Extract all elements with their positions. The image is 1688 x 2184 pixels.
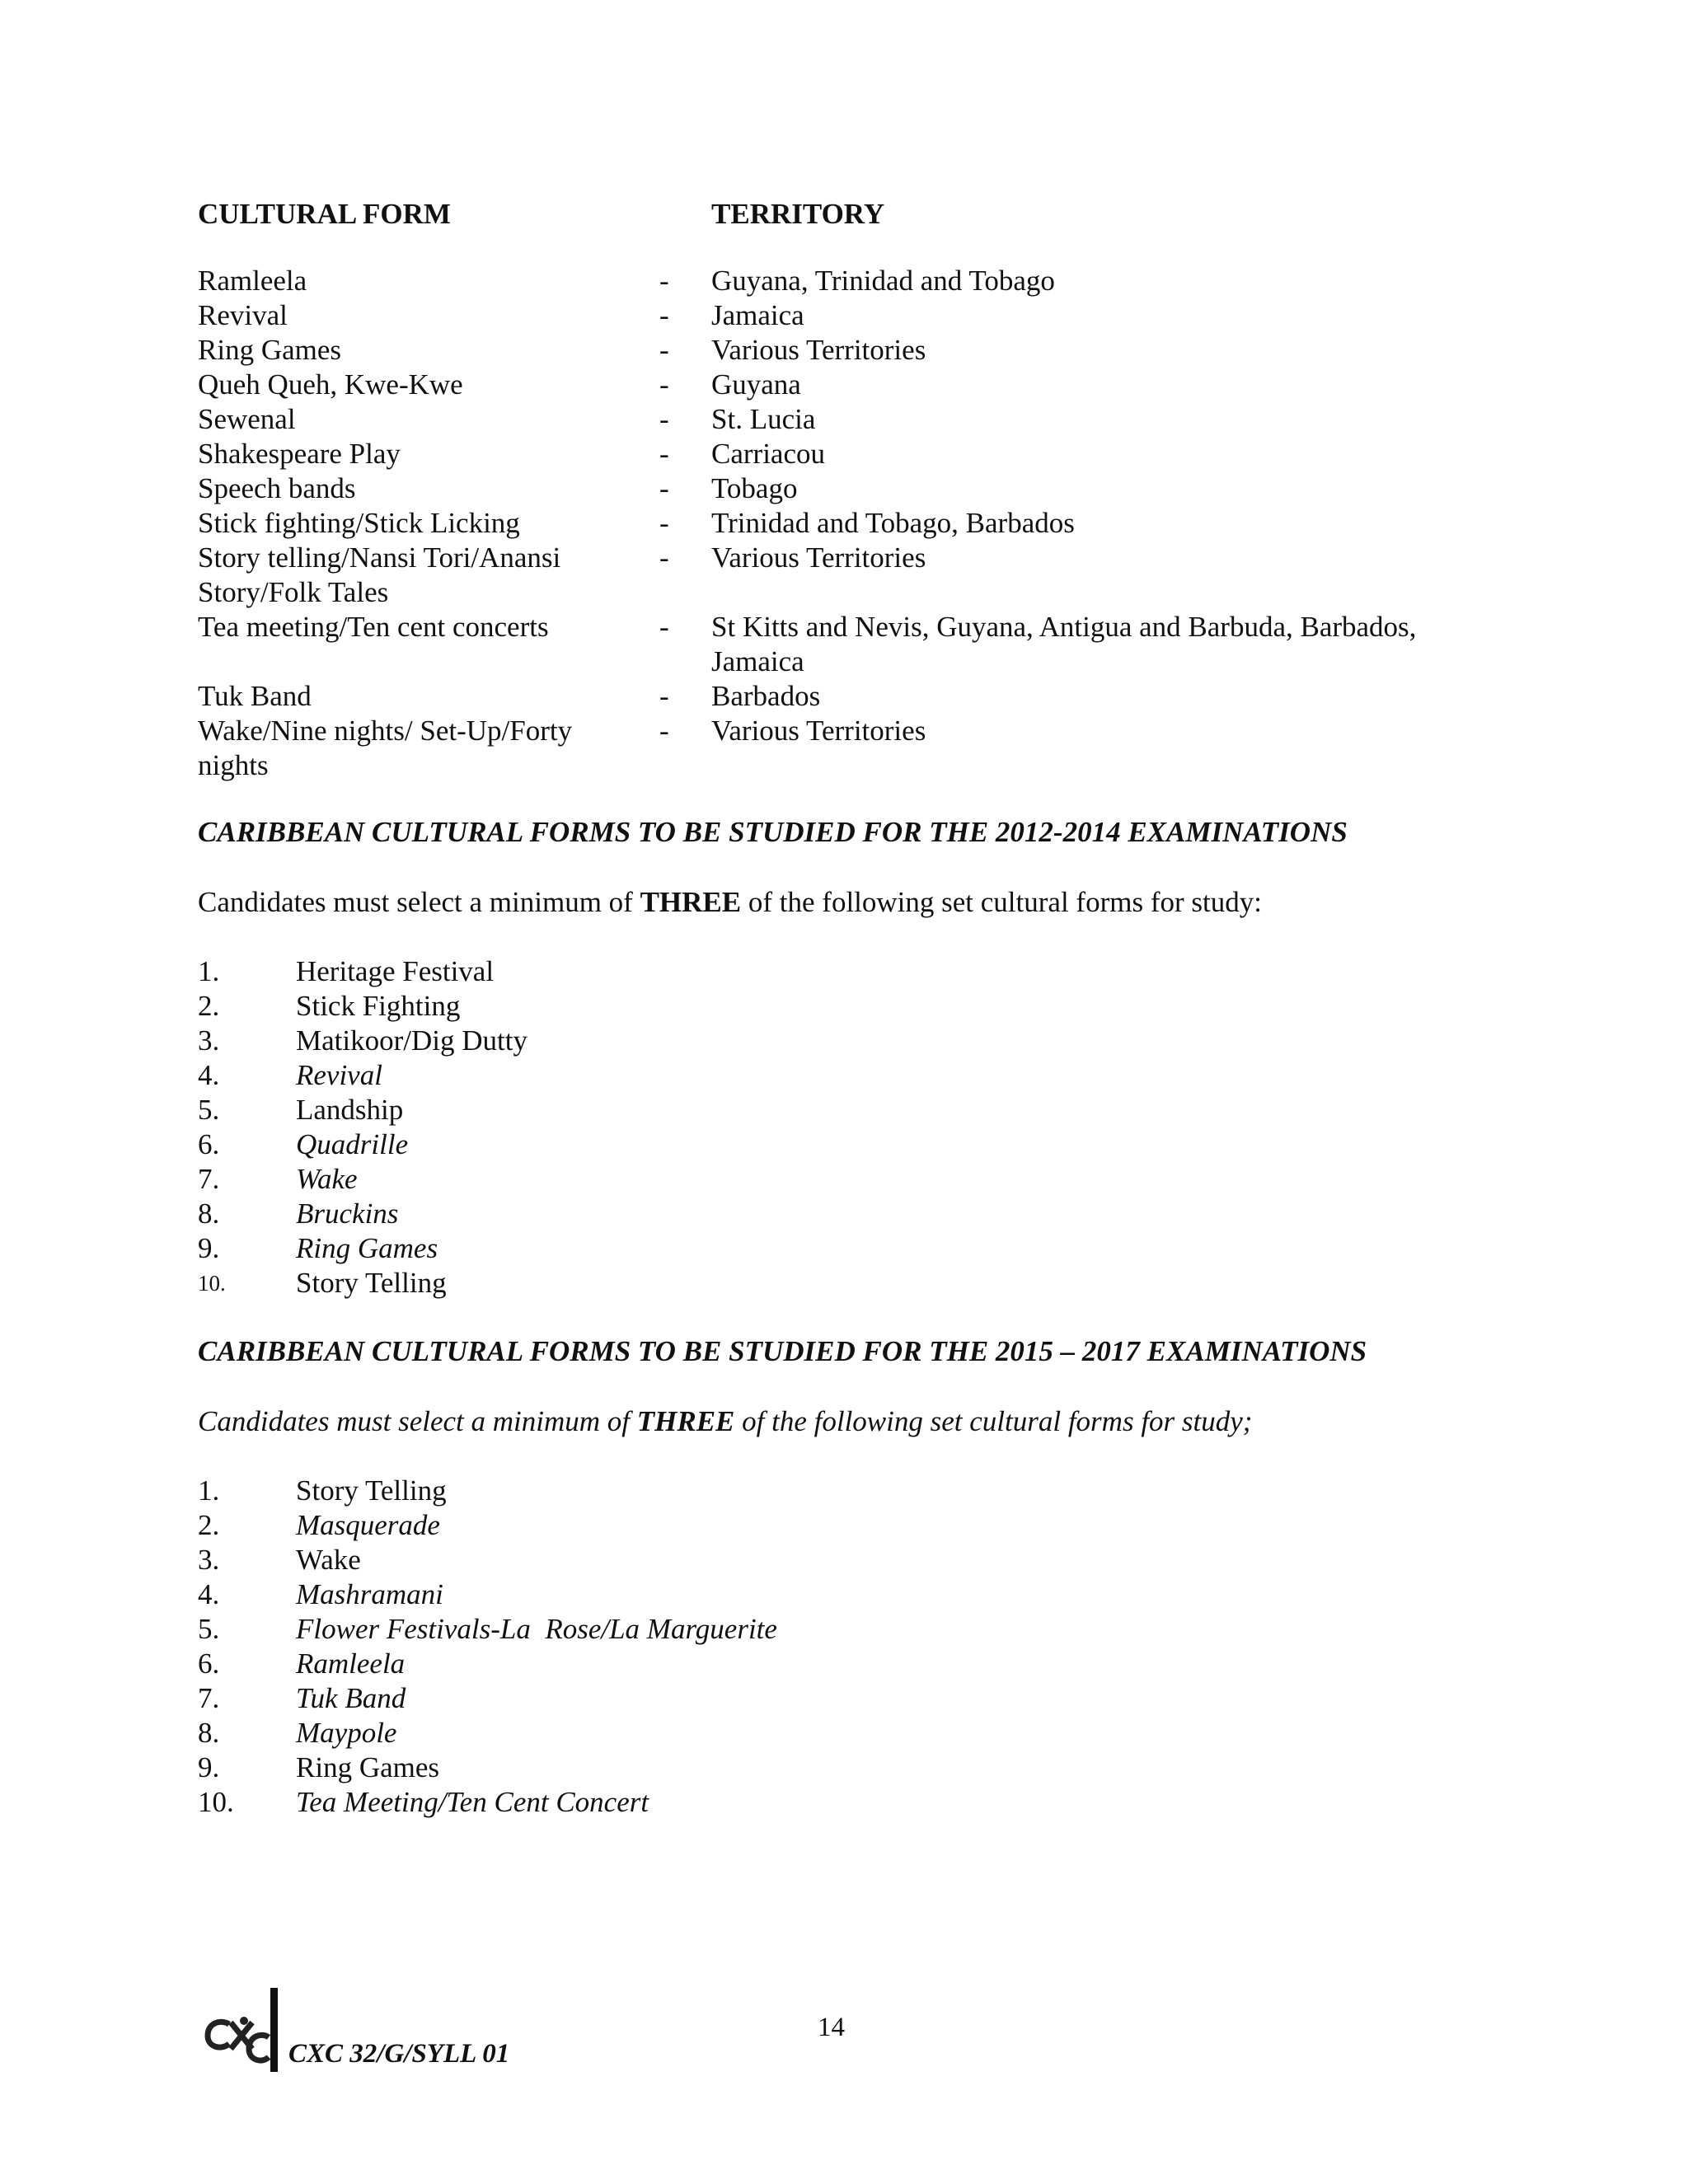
list-number: 7. bbox=[198, 1163, 220, 1195]
list-label: Story Telling bbox=[296, 1474, 447, 1507]
dash-cell: - bbox=[659, 472, 669, 504]
list-number: 7. bbox=[198, 1682, 220, 1714]
cultural-forms-table bbox=[198, 264, 1484, 783]
cultural-form-cell: Revival bbox=[198, 299, 288, 331]
cultural-form-cell: Shakespeare Play bbox=[198, 438, 401, 470]
cultural-form-cell: Speech bands bbox=[198, 472, 356, 504]
list-label: Ring Games bbox=[296, 1751, 440, 1783]
table-row bbox=[198, 402, 1484, 437]
intro-text: of the following set cultural forms for study; bbox=[734, 1405, 1253, 1437]
territory-cell: Various Territories bbox=[711, 334, 926, 366]
section-intro-2015-2017 bbox=[198, 1404, 1252, 1439]
list-label: Ramleela bbox=[296, 1647, 406, 1680]
cultural-form-cell: Ring Games bbox=[198, 334, 342, 366]
table-row bbox=[198, 471, 1484, 506]
territory-cell: Jamaica bbox=[711, 299, 804, 331]
list-number: 5. bbox=[198, 1613, 220, 1645]
list-number: 2. bbox=[198, 1509, 220, 1541]
dash-cell: - bbox=[659, 611, 669, 643]
territory-cell: St. Lucia bbox=[711, 403, 816, 435]
list-label: Tea Meeting/Ten Cent Concert bbox=[296, 1786, 649, 1818]
dash-cell: - bbox=[659, 368, 669, 401]
list-number: 4. bbox=[198, 1578, 220, 1610]
dash-cell: - bbox=[659, 715, 669, 747]
table-row bbox=[198, 714, 1484, 783]
section-heading-2015-2017: CARIBBEAN CULTURAL FORMS TO BE STUDIED FOR THE 2015 – 2017 EXAMINATIONS bbox=[198, 1335, 1367, 1367]
page-number: 14 bbox=[818, 2013, 845, 2042]
list-label: Revival bbox=[296, 1059, 382, 1091]
territory-cell: Barbados bbox=[711, 680, 821, 712]
dash-cell: - bbox=[659, 438, 669, 470]
section-heading-2012-2014: CARIBBEAN CULTURAL FORMS TO BE STUDIED FOR THE 2012-2014 EXAMINATIONS bbox=[198, 816, 1348, 848]
intro-text: Candidates must select a minimum of bbox=[198, 1405, 637, 1437]
list-number: 6. bbox=[198, 1647, 220, 1680]
list-number: 6. bbox=[198, 1128, 220, 1160]
dash-cell: - bbox=[659, 403, 669, 435]
list-label: Maypole bbox=[296, 1717, 397, 1749]
dash-cell: - bbox=[659, 680, 669, 712]
list-number: 9. bbox=[198, 1232, 220, 1264]
list-number: 10. bbox=[198, 1786, 234, 1818]
cultural-form-cell: Tea meeting/Ten cent concerts bbox=[198, 611, 549, 643]
table-row bbox=[198, 506, 1484, 541]
list-label: Matikoor/Dig Dutty bbox=[296, 1024, 528, 1057]
list-number: 5. bbox=[198, 1094, 220, 1126]
table-row bbox=[198, 368, 1484, 402]
list-number: 2. bbox=[198, 990, 220, 1022]
list-label: Bruckins bbox=[296, 1197, 399, 1230]
list-label: Masquerade bbox=[296, 1509, 440, 1541]
list-label: Tuk Band bbox=[296, 1682, 406, 1714]
list-label: Flower Festivals-La Rose/La Marguerite bbox=[296, 1613, 777, 1645]
intro-text: Candidates must select a minimum of bbox=[198, 886, 640, 918]
footer-divider bbox=[270, 1988, 278, 2072]
territory-cell: Guyana bbox=[711, 368, 801, 401]
cultural-form-cell: Wake/Nine nights/ Set-Up/Forty nights bbox=[198, 715, 573, 781]
list-label: Quadrille bbox=[296, 1128, 409, 1160]
list-number: 9. bbox=[198, 1751, 220, 1783]
list-number: 10. bbox=[198, 1271, 226, 1296]
list-label: Wake bbox=[296, 1544, 361, 1576]
list-label: Landship bbox=[296, 1094, 404, 1126]
cultural-form-cell: Queh Queh, Kwe-Kwe bbox=[198, 368, 463, 401]
list-label: Wake bbox=[296, 1163, 358, 1195]
list-number: 3. bbox=[198, 1024, 220, 1057]
cxc-logo-icon bbox=[203, 2013, 274, 2067]
list-number: 8. bbox=[198, 1717, 220, 1749]
list-number: 3. bbox=[198, 1544, 220, 1576]
table-row bbox=[198, 298, 1484, 333]
cultural-form-cell: Ramleela bbox=[198, 265, 307, 297]
list-label: Stick Fighting bbox=[296, 990, 461, 1022]
dash-cell: - bbox=[659, 265, 669, 297]
column-header-territory: TERRITORY bbox=[711, 198, 885, 230]
list-number: 4. bbox=[198, 1059, 220, 1091]
list-label: Story Telling bbox=[296, 1267, 447, 1299]
territory-cell: Carriacou bbox=[711, 438, 825, 470]
intro-text: of the following set cultural forms for study: bbox=[741, 886, 1262, 918]
table-row bbox=[198, 437, 1484, 471]
list-label: Heritage Festival bbox=[296, 955, 495, 987]
table-row bbox=[198, 541, 1484, 610]
territory-cell: Various Territories bbox=[711, 541, 926, 574]
dash-cell: - bbox=[659, 507, 669, 539]
territory-cell: Various Territories bbox=[711, 715, 926, 747]
cultural-form-cell: Sewenal bbox=[198, 403, 296, 435]
cultural-form-cell: Tuk Band bbox=[198, 680, 312, 712]
table-row bbox=[198, 333, 1484, 368]
dash-cell: - bbox=[659, 334, 669, 366]
territory-cell: Guyana, Trinidad and Tobago bbox=[711, 265, 1055, 297]
territory-cell: Trinidad and Tobago, Barbados bbox=[711, 507, 1075, 539]
column-header-cultural-form: CULTURAL FORM bbox=[198, 198, 451, 230]
intro-emphasis: THREE bbox=[636, 1405, 735, 1437]
table-row bbox=[198, 610, 1484, 679]
list-label: Mashramani bbox=[296, 1578, 443, 1610]
intro-emphasis: THREE bbox=[640, 886, 742, 918]
cultural-form-cell: Stick fighting/Stick Licking bbox=[198, 507, 520, 539]
dash-cell: - bbox=[659, 541, 669, 574]
list-number: 1. bbox=[198, 1474, 220, 1507]
syllabus-code: CXC 32/G/SYLL 01 bbox=[288, 2039, 510, 2069]
cultural-form-cell: Story telling/Nansi Tori/Anansi Story/Folk Tales bbox=[198, 541, 561, 608]
list-label: Ring Games bbox=[296, 1232, 438, 1264]
list-number: 1. bbox=[198, 955, 220, 987]
section-intro-2012-2014 bbox=[198, 885, 1262, 920]
list-number: 8. bbox=[198, 1197, 220, 1230]
territory-cell: Tobago bbox=[711, 472, 798, 504]
table-row bbox=[198, 264, 1484, 298]
table-row bbox=[198, 679, 1484, 714]
dash-cell: - bbox=[659, 299, 669, 331]
territory-cell: St Kitts and Nevis, Guyana, Antigua and Barbuda, Barbados, Jamaica bbox=[711, 611, 1417, 677]
